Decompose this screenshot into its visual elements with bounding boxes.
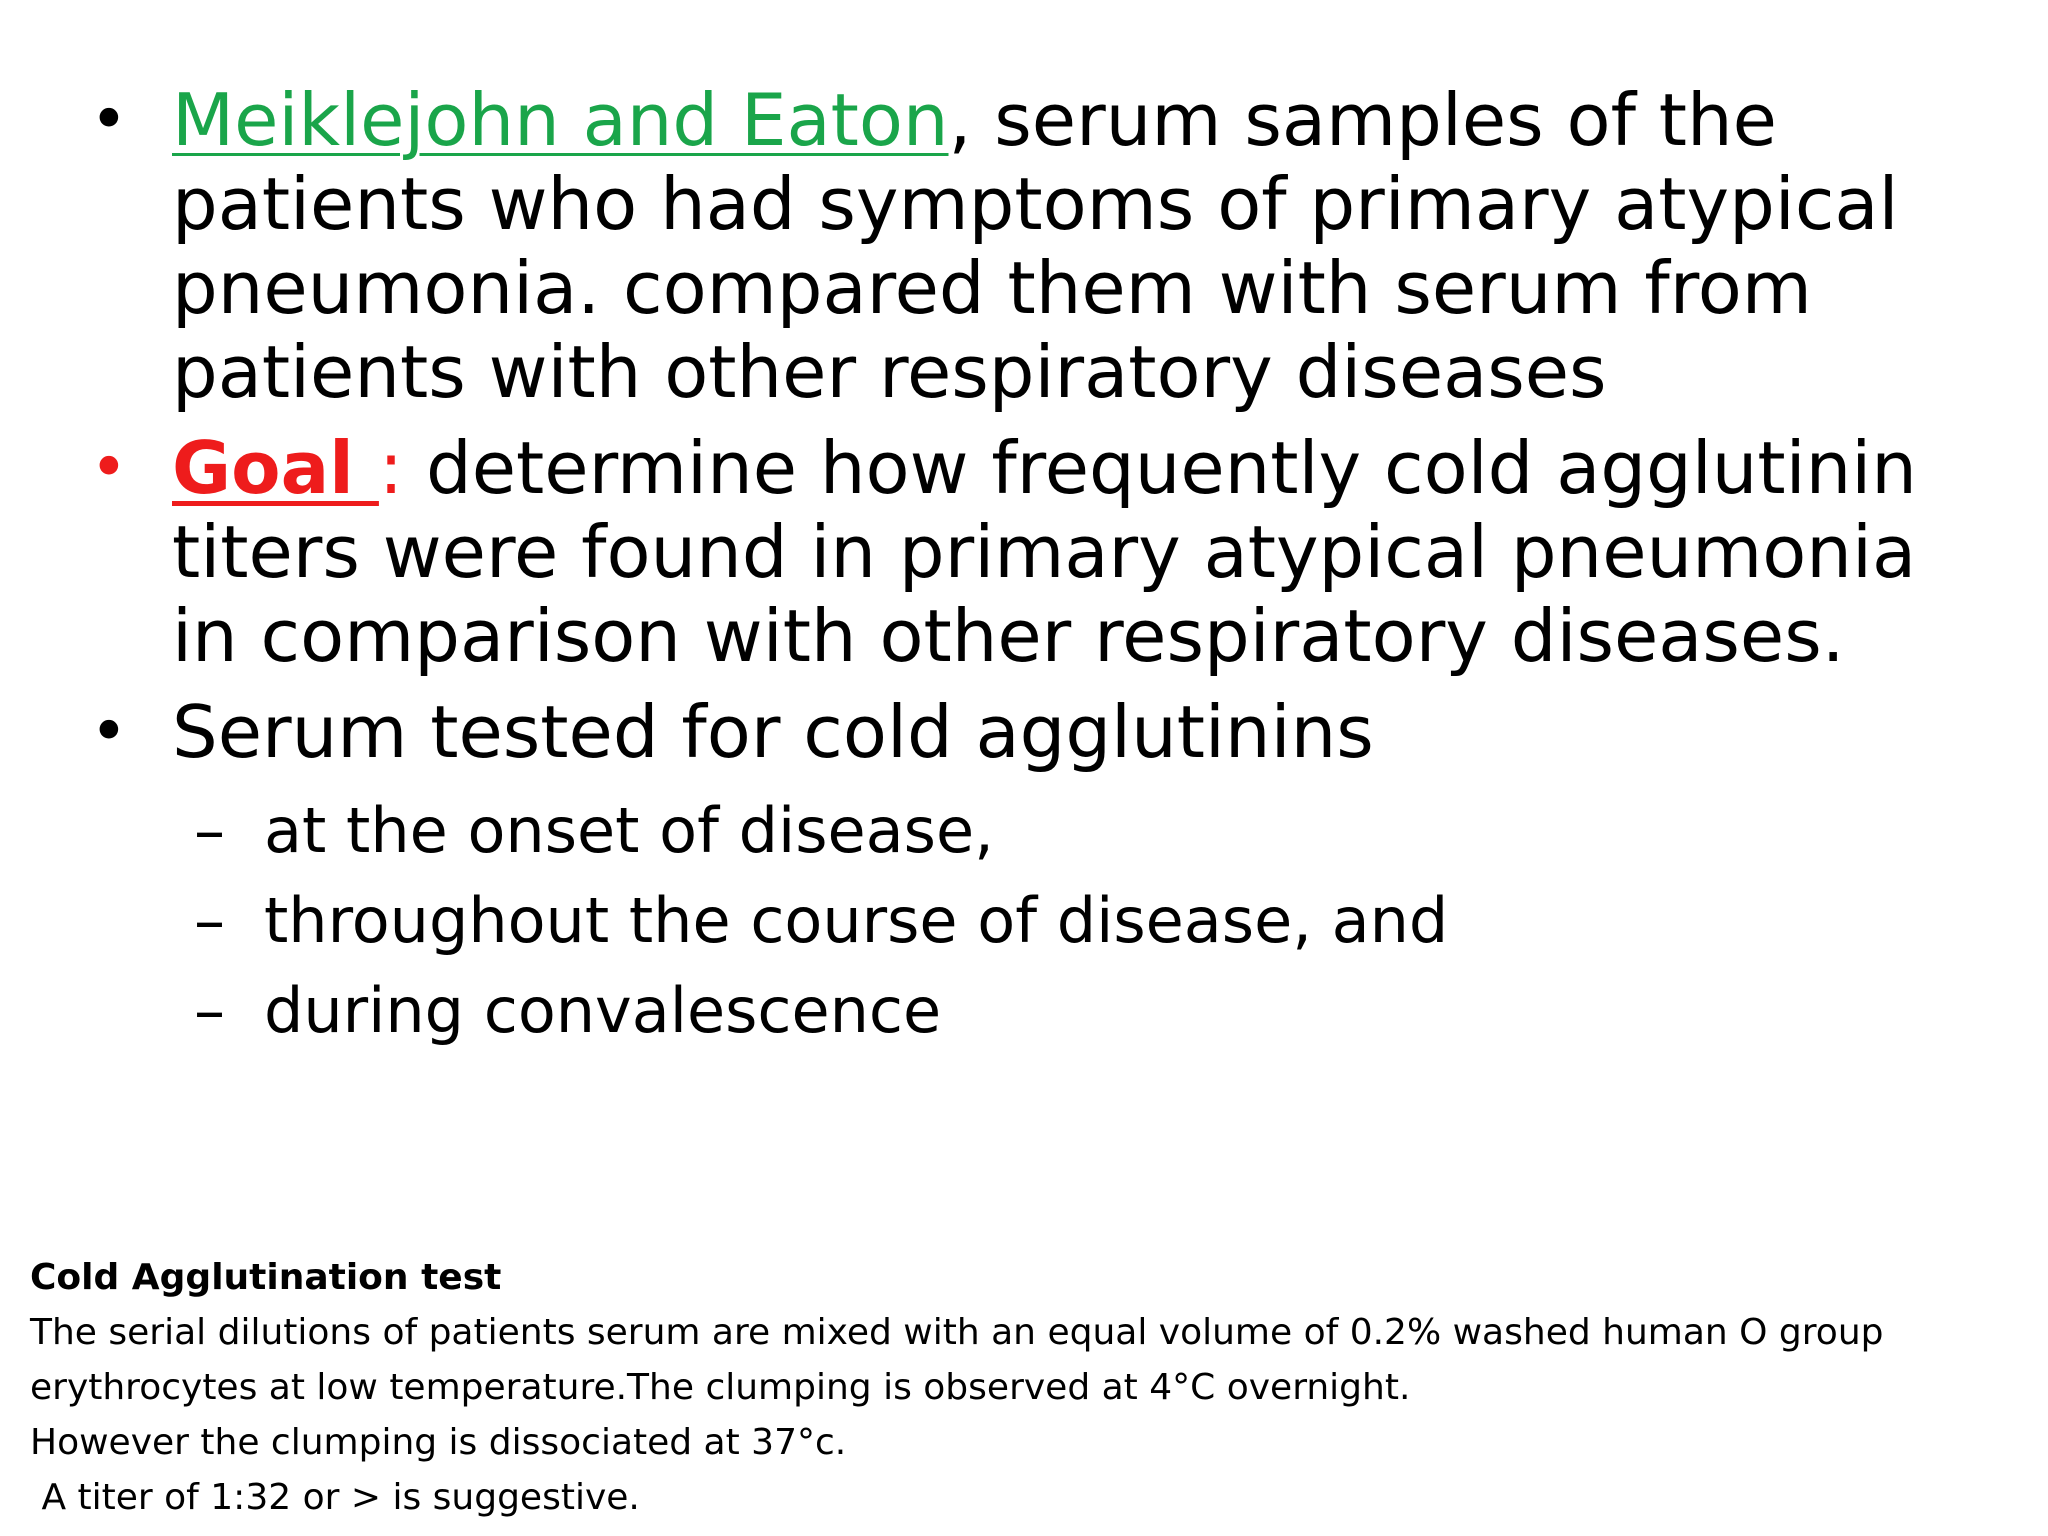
dash-glyph: – — [194, 794, 225, 867]
bullet-dot: • — [90, 431, 128, 505]
sub-item — [194, 786, 1990, 876]
note-title: Cold Agglutination test — [30, 1257, 502, 1298]
bullet-item-meiklejohn — [90, 78, 1990, 414]
bullet-text: determine how frequently cold agglutinin titers were found in primary atypical pneumonia in comparison with other respiratory diseases. — [172, 426, 1917, 678]
sub-item — [194, 966, 1990, 1056]
bullet-item-serum-tested — [90, 690, 1990, 774]
goal-label: Goal — [172, 426, 379, 510]
sub-item — [194, 876, 1990, 966]
sub-item-text: during convalescence — [264, 974, 942, 1047]
bullet-text: Serum tested for cold agglutinins — [172, 690, 1374, 774]
bullet-text: , serum samples of the patients who had symptoms of primary atypical pneumonia. compared them with serum from patients with other respiratory diseases — [172, 78, 1899, 414]
meiklejohn-eaton-link[interactable]: Meiklejohn and Eaton — [172, 78, 949, 162]
bullet-dot: • — [90, 83, 128, 157]
bullet-list — [90, 78, 1990, 1056]
note-line: The serial dilutions of patients serum are mixed with an equal volume of 0.2% washed human O group — [30, 1312, 1884, 1353]
bullet-item-goal — [90, 426, 1990, 678]
sub-item-text: at the onset of disease, — [264, 794, 994, 867]
cold-agglutination-note — [30, 1250, 2010, 1525]
dash-glyph: – — [194, 974, 225, 1047]
sub-item-text: throughout the course of disease, and — [264, 884, 1449, 957]
bullet-dot: • — [90, 695, 128, 769]
note-line: erythrocytes at low temperature.The clumping is observed at 4°C overnight. — [30, 1367, 1411, 1408]
sub-bullet-list — [90, 786, 1990, 1056]
note-line: A titer of 1:32 or > is suggestive. — [30, 1477, 640, 1518]
dash-glyph: – — [194, 884, 225, 957]
goal-separator: : — [378, 426, 404, 510]
note-line: However the clumping is dissociated at 37°c. — [30, 1422, 847, 1463]
